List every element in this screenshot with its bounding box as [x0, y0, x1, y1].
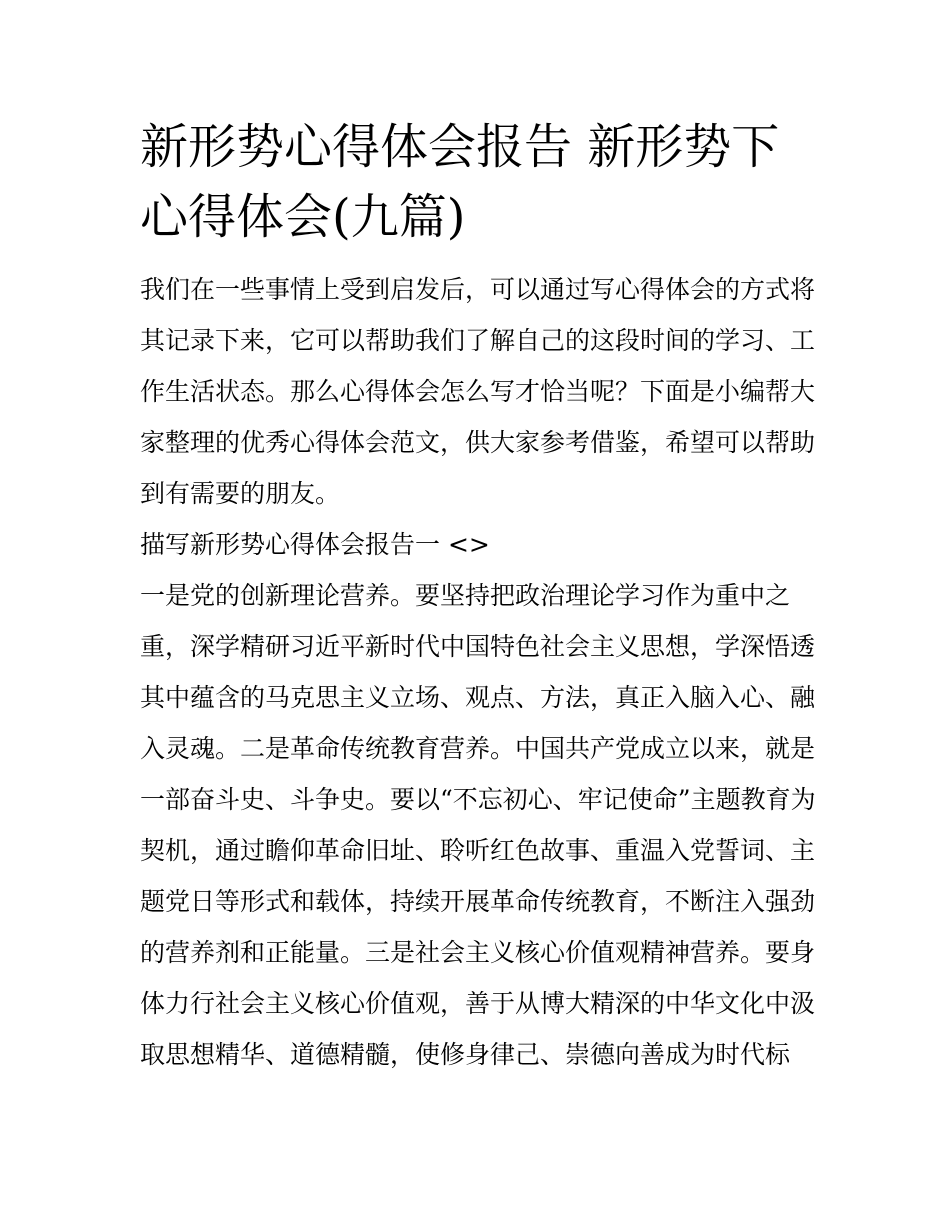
section-line: 入灵魂。二是革命传统教育营养。中国共产党成立以来，就是: [140, 734, 816, 763]
document-content: [140, 112, 816, 1080]
title-line: 心得体会(九篇): [140, 189, 466, 245]
section-line: 契机，通过瞻仰革命旧址、聆听红色故事、重温入党誓词、主: [140, 836, 816, 865]
intro-line: 其记录下来，它可以帮助我们了解自己的这段时间的学习、工: [140, 326, 816, 355]
intro-line: 我们在一些事情上受到启发后，可以通过写心得体会的方式将: [140, 275, 816, 304]
section-line: 其中蕴含的马克思主义立场、观点、方法，真正入脑入心、融: [140, 683, 816, 712]
intro-line: 家整理的优秀心得体会范文，供大家参考借鉴，希望可以帮助: [140, 428, 816, 457]
section-heading: 描写新形势心得体会报告一 <>: [140, 530, 490, 559]
intro-line: 作生活状态。那么心得体会怎么写才恰当呢？下面是小编帮大: [140, 377, 816, 406]
section-paragraph: [140, 570, 816, 1080]
section-line: 一部奋斗史、斗争史。要以“不忘初心、牢记使命”主题教育为: [140, 785, 816, 814]
intro-line: 到有需要的朋友。: [140, 479, 341, 508]
document-title: [140, 112, 812, 252]
section-line: 体力行社会主义核心价值观，善于从博大精深的中华文化中汲: [140, 989, 816, 1018]
section-line: 一是党的创新理论营养。要坚持把政治理论学习作为重中之: [140, 581, 791, 610]
section-line: 题党日等形式和载体，持续开展革命传统教育，不断注入强劲: [140, 887, 816, 916]
title-line: 新形势心得体会报告 新形势下: [140, 119, 780, 175]
section-line: 的营养剂和正能量。三是社会主义核心价值观精神营养。要身: [140, 938, 816, 967]
section-line: 取思想精华、道德精髓，使修身律己、崇德向善成为时代标: [140, 1040, 791, 1069]
intro-paragraph: [140, 264, 816, 519]
section-line: 重，深学精研习近平新时代中国特色社会主义思想，学深悟透: [140, 632, 816, 661]
